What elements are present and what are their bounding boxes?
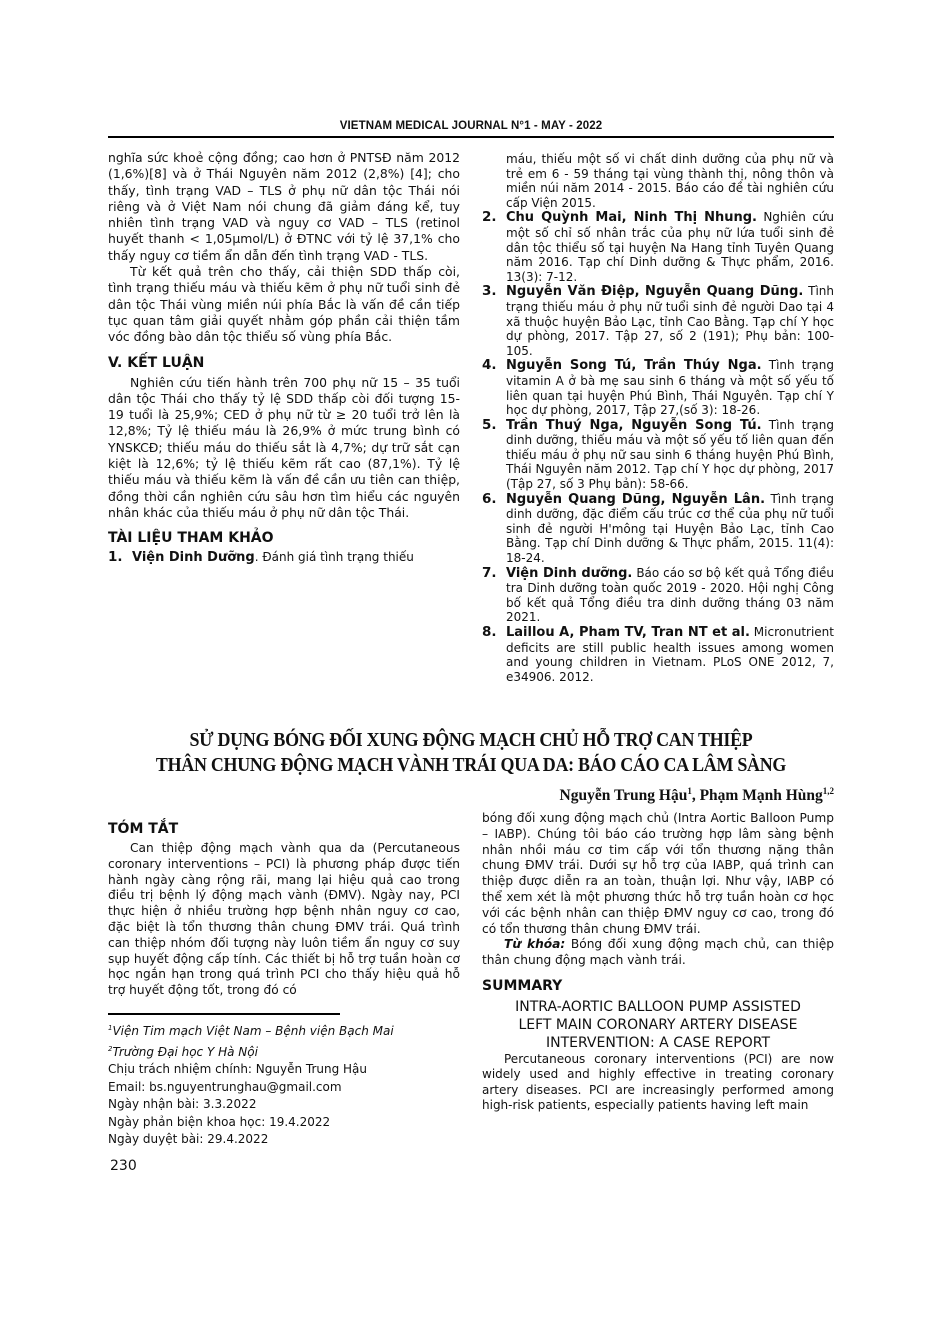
- reference-item: 8. Laillou A, Pham TV, Tran NT et al. Micronutrient deficits are still public health issues among women and young children in Vietnam. PLoS ONE 2012, 7, e34906. 2012.: [482, 624, 834, 684]
- prev-article-left-column: [108, 150, 460, 566]
- author-name: Nguyễn Trung Hậu: [559, 787, 688, 805]
- reference-item: [108, 550, 460, 566]
- abstract-left-column: [108, 820, 460, 999]
- journal-header: VIETNAM MEDICAL JOURNAL N°1 - MAY - 2022: [339, 120, 603, 132]
- abstract-paragraph: bóng đối xung động mạch chủ (Intra Aortic Balloon Pump – IABP). Chúng tôi báo cáo trường hợp lâm sàng bệnh nhân nhồi máu cơ tim cấp với tổn thương nặng thân chung ĐMV trái. Dưới sự hỗ trợ của IABP, quá trình can thiệp được diễn ra an toàn, thuận lợi. Như vậy, IABP có thể xem xét là một phương thức hỗ trợ tuần hoàn cơ học với các bệnh nhân can thiệp ĐMV nguy cơ cao, trong đó có tổn thương thân chung ĐMV trái.: [482, 811, 834, 936]
- footnote-rule: [108, 1013, 340, 1015]
- header-rule: [108, 136, 834, 138]
- reviewed-date: Ngày phản biện khoa học: 19.4.2022: [108, 1114, 331, 1129]
- abstract-paragraph: Can thiệp động mạch vành qua da (Percutaneous coronary interventions – PCI) là phương pháp được tiến hành ngày càng rộng rãi, mang lại hiệu quả cao trong điều trị bệnh lý động mạch vành (ĐMV). Ngày nay, PCI thực hiện ở nhiều trường hợp bệnh nhân nguy cơ cao, đặc biệt là tổn thương thân chung ĐMV trái. Quá trình can thiệp nhóm đối tượng này luôn tiềm ẩn nguy cơ suy sụp huyết động cấp tính. Các thiết bị hỗ trợ tuần hoàn cơ học ngắn hạn trong quá trình PCI cho thấy hiệu quả hỗ trợ huyết động tốt, trong đó có: [108, 841, 460, 998]
- reference-authors: Viện Dinh Dưỡng: [132, 550, 255, 566]
- page-number: 230: [110, 1158, 137, 1174]
- section-heading-conclusion: V. KẾT LUẬN: [108, 354, 205, 371]
- summary-title-line: LEFT MAIN CORONARY ARTERY DISEASE: [518, 1016, 798, 1033]
- article-title: [137, 728, 805, 778]
- corresponding-author: Chịu trách nhiệm chính: Nguyễn Trung Hậu: [108, 1062, 368, 1076]
- reference-item: 3. Nguyễn Văn Điệp, Nguyễn Quang Dũng. Tình trạng thiếu máu ở phụ nữ tuổi sinh đẻ người Dao tại 4 xã thuộc huyện Bảo Lạc, tỉnh Cao Bằng. Tạp chí Y học dự phòng, 2017. Tập 27, số 2 (191); Phụ bản: 100-105.: [482, 283, 834, 358]
- article-title-line-1: SỬ DỤNG BÓNG ĐỐI XUNG ĐỘNG MẠCH CHỦ HỖ TRỢ CAN THIỆP: [189, 730, 753, 751]
- author-name: Phạm Mạnh Hùng: [699, 787, 823, 805]
- accepted-date: Ngày duyệt bài: 29.4.2022: [108, 1132, 269, 1146]
- keywords-label: Từ khóa:: [504, 937, 566, 952]
- footnotes: [108, 1020, 460, 1149]
- reference-item: 5. Trần Thuý Nga, Nguyễn Song Tú. Tình trạng dinh dưỡng, thiếu máu và một số yếu tố liên quan đến thiếu máu ở phụ nữ sau sinh 6 tháng huyện Phú Bình, Thái Nguyên năm 2012. Tạp chí Y học dự phòng, 2017 (Tập 27, số 3 Phụ bản): 58-66.: [482, 416, 835, 492]
- affiliation-2: $^2$Trường Đại học Y Hà Nội: [108, 1044, 258, 1059]
- body-paragraph: Từ kết quả trên cho thấy, cải thiện SDD thấp còi, tình trạng thiếu máu và thiếu kẽm ở phụ nữ tuổi sinh đẻ dân tộc Thái vùng miền núi phía Bắc là vấn đề cần tiếp tục quan tâm giải quyết nhằm góp phần cải thiện tầm vóc đồng bào dân tộc thiểu số vùng phía Bắc.: [108, 264, 460, 345]
- section-heading-references: TÀI LIỆU THAM KHẢO: [108, 530, 274, 547]
- reference-item: 4. Nguyễn Song Tú, Trần Thúy Nga. Tình trạng vitamin A ở bà mẹ sau sinh 6 tháng và một số yếu tố liên quan tại huyện Phú Bình, Thái Nguyên. Tạp chí Y học dự phòng, 2017, Tập 27,(số 3): 18-26.: [482, 357, 835, 418]
- summary-heading: SUMMARY: [482, 977, 563, 994]
- keywords: Từ khóa: Bóng đối xung động mạch chủ, can thiệp thân chung động mạch vành trái.: [482, 937, 834, 968]
- abstract-right-column: [482, 811, 834, 1114]
- body-paragraph: nghĩa sức khoẻ cộng đồng; cao hơn ở PNTSĐ năm 2012 (1,6%)[8] và ở Thái Nguyên năm 2012 (2,8%) [4]; cho thấy, tình trạng VAD – TLS ở phụ nữ dân tộc Thái nói riêng và ở Việt Nam nói chung đã giảm đáng kể, tuy nhiên tình trạng VAD và nguy cơ VAD – TLS (retinol huyết thanh < 1,05µmol/L) ở ĐTNC với tỷ lệ 37,1% cho thấy nguy cơ tiềm ẩn dẫn đến tình trạng VAD - TLS.: [108, 150, 460, 263]
- received-date: Ngày nhận bài: 3.3.2022: [108, 1097, 257, 1111]
- summary-paragraph: Percutaneous coronary interventions (PCI) are now widely used and highly effective in treating coronary artery diseases. PCI are increasingly performed among high-risk patients, especially patients having left main: [482, 1051, 834, 1113]
- conclusion-paragraph: Nghiên cứu tiến hành trên 700 phụ nữ 15 – 35 tuổi dân tộc Thái cho thấy tỷ lệ SDD thấp còi đối tượng 15-19 tuổi là 25,9%; CED ở phụ nữ từ ≥ 20 tuổi trở lên là 12,8%; Tỷ lệ thiếu máu là 26,9% ở mức trung bình có YNSKCĐ; thiếu máu do thiếu sắt là 4,7%; dự trữ sắt cạn kiệt là 12,6%; tỷ lệ thiếu kẽm rất cao (87,1%). Tỷ lệ thiếu máu và thiếu kẽm là vấn đề cần ưu tiên can thiệp, đồng thời cần nghiên cứu sâu hơn tìm hiểu các nguyên nhân khác của thiếu máu ở phụ nữ dân tộc Thái.: [108, 374, 460, 520]
- summary-title-line: INTRA-AORTIC BALLOON PUMP ASSISTED: [515, 998, 801, 1015]
- abstract-heading: TÓM TẮT: [108, 821, 179, 837]
- reference-continuation: máu, thiếu một số vi chất dinh dưỡng của phụ nữ và trẻ em 6 - 59 tháng tại vùng thành thị, nông thôn và miền núi năm 2014 - 2015. Báo cáo đề tài nghiên cứu cấp Viện 2015.: [506, 152, 834, 210]
- reference-item: 2. Chu Quỳnh Mai, Ninh Thị Nhung. Nghiên cứu một số chỉ số nhân trắc của phụ nữ lứa tuổi sinh đẻ dân tộc thiểu số tại huyện Na Hang tỉnh Tuyên Quang năm 2016. Tạp chí Dinh dưỡng & Thực phẩm, 2016. 13(3): 7-12.: [482, 209, 834, 284]
- reference-number: 1.: [108, 549, 123, 566]
- reference-text: . Đánh giá tình trạng thiếu: [254, 550, 414, 565]
- summary-title-line: INTERVENTION: A CASE REPORT: [545, 1034, 771, 1051]
- affiliation-1: $^1$Viện Tim mạch Việt Nam – Bệnh viện Bạch Mai: [108, 1024, 394, 1038]
- reference-item: 7. Viện Dinh dưỡng. Báo cáo sơ bộ kết quả Tổng điều tra Dinh dưỡng toàn quốc 2019 - 2020. Hội nghị Công bố kết quả Tổng điều tra dinh dưỡng tháng 03 năm 2021.: [482, 564, 834, 625]
- prev-article-right-column: [482, 152, 834, 684]
- reference-item: 6. Nguyễn Quang Dũng, Nguyễn Lân. Tình trạng dinh dưỡng, đặc điểm cấu trúc cơ thể của phụ nữ tuổi sinh đẻ người H'mông tại Huyện Bảo Lạc, tỉnh Cao Bằng. Tạp chí Dinh dưỡng & Thực phẩm, 2015. 11(4): 18-24.: [482, 490, 835, 566]
- article-authors: Nguyễn Trung Hậu$^1$, Phạm Mạnh Hùng$^{1,2}$: [559, 786, 834, 805]
- email: Email: bs.nguyentrunghau@gmail.com: [108, 1079, 342, 1094]
- article-title-line-2: THÂN CHUNG ĐỘNG MẠCH VÀNH TRÁI QUA DA: BÁO CÁO CA LÂM SÀNG: [155, 755, 787, 776]
